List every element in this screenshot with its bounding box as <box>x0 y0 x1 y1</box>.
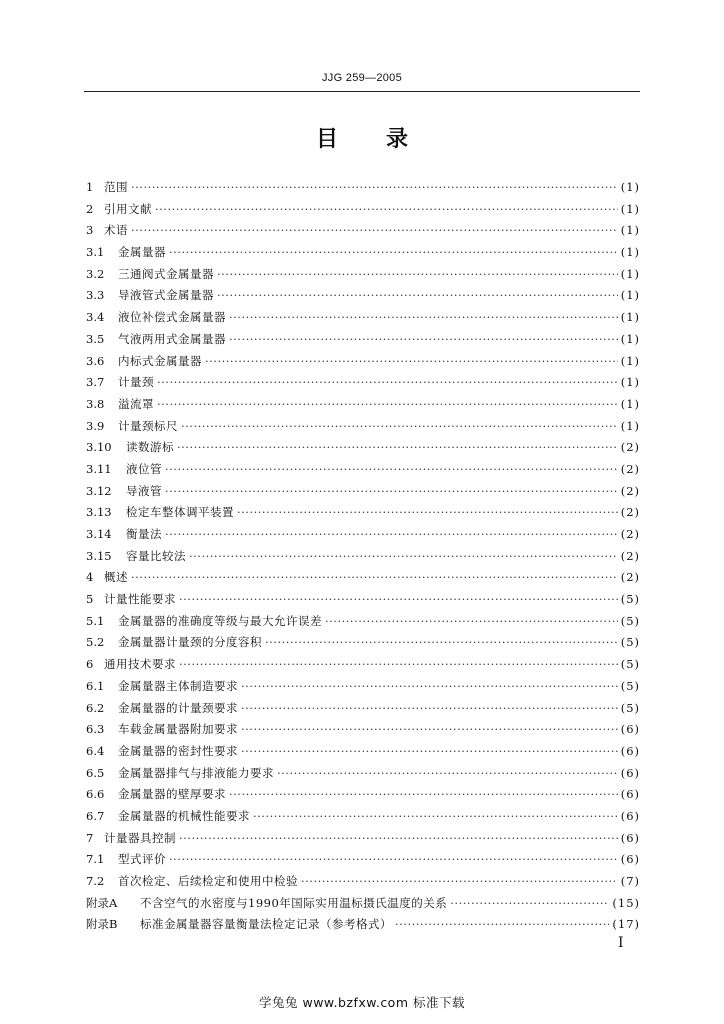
toc-entry-number: 附录A <box>86 895 118 910</box>
toc-entry-page: (5) <box>620 678 640 693</box>
toc-entry[interactable] <box>86 177 640 199</box>
toc-entry[interactable] <box>86 394 640 416</box>
toc-entry[interactable] <box>86 481 640 503</box>
toc-entry[interactable] <box>86 372 640 394</box>
toc-entry-number: 3.9 <box>86 418 105 433</box>
toc-entry-page: (6) <box>620 852 640 867</box>
toc-entry-number: 7.1 <box>86 852 105 867</box>
toc-entry-label: 三通阀式金属量器 <box>118 266 214 281</box>
toc-entry-number: 3.12 <box>86 483 112 498</box>
toc-entry-page: (17) <box>612 917 640 932</box>
toc-entry-number: 3.4 <box>86 310 105 325</box>
toc-entry[interactable] <box>86 719 640 741</box>
toc-entry[interactable] <box>86 849 640 871</box>
toc-entry-label: 概述 <box>104 570 128 585</box>
toc-entry-number: 附录B <box>86 917 118 932</box>
toc-entry-page: (6) <box>620 765 640 780</box>
toc-entry-number: 4 <box>86 570 94 585</box>
toc-entry[interactable] <box>86 763 640 785</box>
toc-entry-label: 溢流罩 <box>118 396 154 411</box>
toc-entry-label: 金属量器计量颈的分度容积 <box>118 635 262 650</box>
toc-leader-dots <box>229 307 618 329</box>
toc-entry-page: (2) <box>620 461 640 476</box>
toc-leader-dots <box>217 285 618 307</box>
header-rule <box>84 91 640 92</box>
toc-entry[interactable] <box>86 242 640 264</box>
toc-leader-dots <box>277 763 618 785</box>
title-char-2: 录 <box>386 127 409 152</box>
toc-leader-dots <box>237 502 618 524</box>
toc-entry-number: 6.1 <box>86 678 105 693</box>
toc-entry[interactable] <box>86 611 640 633</box>
toc-entry-label: 引用文献 <box>104 201 152 216</box>
toc-leader-dots <box>217 264 618 286</box>
toc-entry-label: 金属量器的机械性能要求 <box>118 808 250 823</box>
toc-leader-dots <box>450 893 609 915</box>
toc-entry[interactable] <box>86 893 640 915</box>
toc-entry-page: (1) <box>620 180 640 194</box>
toc-entry-page: (6) <box>620 743 640 758</box>
toc-leader-dots <box>241 676 618 698</box>
toc-entry-page: (5) <box>620 657 640 672</box>
toc-entry-label: 车载金属量器附加要求 <box>118 722 238 737</box>
toc-entry-label: 通用技术要求 <box>104 657 176 672</box>
toc-leader-dots <box>395 914 609 936</box>
toc-leader-dots <box>169 849 618 871</box>
toc-entry-page: (1) <box>620 353 640 368</box>
toc-entry-page: (2) <box>620 483 640 498</box>
toc-entry-label: 金属量器的准确度等级与最大允许误差 <box>118 613 322 628</box>
toc-entry[interactable] <box>86 459 640 481</box>
toc-entry-page: (2) <box>620 440 640 455</box>
toc-entry-number: 7 <box>86 830 94 845</box>
toc-entry-page: (1) <box>620 331 640 346</box>
toc-entry-number: 3.6 <box>86 353 105 368</box>
toc-entry[interactable] <box>86 589 640 611</box>
toc-leader-dots <box>177 437 618 459</box>
toc-entry-number: 3.11 <box>86 461 112 476</box>
toc-entry[interactable] <box>86 632 640 654</box>
toc-entry-number: 3.10 <box>86 440 112 455</box>
toc-entry[interactable] <box>86 654 640 676</box>
toc-entry-label: 检定车整体调平装置 <box>126 505 234 520</box>
toc-entry[interactable] <box>86 220 640 242</box>
toc-entry-label: 型式评价 <box>118 852 166 867</box>
toc-entry-number: 6 <box>86 657 94 672</box>
toc-entry-page: (1) <box>620 288 640 303</box>
toc-leader-dots <box>205 351 618 373</box>
toc-entry-label: 内标式金属量器 <box>118 353 202 368</box>
toc-entry-page: (1) <box>620 375 640 390</box>
toc-entry[interactable] <box>86 784 640 806</box>
toc-entry[interactable] <box>86 437 640 459</box>
toc-entry-label: 计量性能要求 <box>104 592 176 607</box>
toc-entry[interactable] <box>86 676 640 698</box>
toc-entry-number: 3.2 <box>86 266 105 281</box>
toc-leader-dots <box>241 719 618 741</box>
toc-entry-number: 3.7 <box>86 375 105 390</box>
page-numeral: I <box>618 935 624 951</box>
toc-entry-number: 6.3 <box>86 722 105 737</box>
toc-entry[interactable] <box>86 524 640 546</box>
toc-entry-page: (1) <box>620 223 640 238</box>
toc-entry[interactable] <box>86 828 640 850</box>
toc-entry[interactable] <box>86 698 640 720</box>
toc-entry[interactable] <box>86 806 640 828</box>
toc-entry[interactable] <box>86 351 640 373</box>
toc-entry-number: 3.1 <box>86 245 105 260</box>
toc-entry-label: 金属量器的计量颈要求 <box>118 700 238 715</box>
toc-entry-page: (1) <box>620 245 640 260</box>
toc-entry-label: 液位管 <box>126 461 162 476</box>
toc-leader-dots <box>189 546 618 568</box>
toc-leader-dots <box>325 611 618 633</box>
toc-entry-number: 3.15 <box>86 548 112 563</box>
toc-entry-page: (7) <box>620 874 640 888</box>
toc-entry-number: 5 <box>86 592 94 607</box>
toc-entry-page: (15) <box>612 895 640 910</box>
toc-entry-number: 7.2 <box>86 874 105 888</box>
toc-entry-label: 金属量器排气与排液能力要求 <box>118 765 274 780</box>
toc-entry-label: 金属量器的壁厚要求 <box>118 787 226 802</box>
toc-entry-page: (6) <box>620 808 640 823</box>
toc-entry-number: 3.13 <box>86 505 112 520</box>
toc-entry-label: 金属量器主体制造要求 <box>118 678 238 693</box>
toc-entry[interactable] <box>86 871 640 893</box>
toc-entry-label: 导液管 <box>126 483 162 498</box>
toc-entry-label: 金属量器 <box>118 245 166 260</box>
standard-code-header: JJG 259—2005 <box>321 72 403 84</box>
toc-entry-label: 液位补偿式金属量器 <box>118 310 226 325</box>
toc-entry[interactable] <box>86 741 640 763</box>
toc-entry-number: 3 <box>86 223 94 238</box>
toc-entry-page: (6) <box>620 722 640 737</box>
toc-entry[interactable] <box>86 502 640 524</box>
toc-leader-dots <box>253 806 618 828</box>
toc-entry[interactable] <box>86 416 640 438</box>
toc-entry[interactable] <box>86 199 640 221</box>
toc-leader-dots <box>169 242 618 264</box>
toc-leader-dots <box>179 828 618 850</box>
toc-leader-dots <box>165 524 618 546</box>
toc-entry-number: 3.3 <box>86 288 105 303</box>
toc-leader-dots <box>157 372 618 394</box>
page-title <box>0 122 724 153</box>
toc-entry-page: (6) <box>620 830 640 845</box>
toc-entry-page: (1) <box>620 266 640 281</box>
toc-entry-page: (1) <box>620 418 640 433</box>
toc-leader-dots <box>301 871 618 893</box>
toc-entry-label: 气液两用式金属量器 <box>118 331 226 346</box>
toc-entry[interactable] <box>86 264 640 286</box>
toc-leader-dots <box>241 698 618 720</box>
toc-leader-dots <box>157 394 618 416</box>
toc-leader-dots <box>229 329 618 351</box>
toc-entry-label: 读数游标 <box>126 440 174 455</box>
toc-entry[interactable] <box>86 914 640 936</box>
toc-leader-dots <box>181 416 618 438</box>
toc-entry-label: 不含空气的水密度与1990年国际实用温标摄氏温度的关系 <box>140 895 448 910</box>
title-char-1: 目 <box>315 127 338 152</box>
toc-entry-page: (2) <box>620 505 640 520</box>
toc-entry-number: 3.5 <box>86 331 105 346</box>
toc-entry-label: 衡量法 <box>126 527 162 541</box>
toc-entry-page: (5) <box>620 635 640 650</box>
toc-entry-number: 6.5 <box>86 765 105 780</box>
toc-entry-number: 6.7 <box>86 808 105 823</box>
toc-entry[interactable] <box>86 329 640 351</box>
toc-entry-label: 容量比较法 <box>126 548 186 563</box>
toc-entry-number: 5.2 <box>86 635 105 650</box>
toc-entry-page: (5) <box>620 592 640 607</box>
toc-leader-dots <box>229 784 618 806</box>
toc-entry-number: 1 <box>86 180 94 194</box>
toc-leader-dots <box>131 220 618 242</box>
toc-entry-number: 5.1 <box>86 613 105 628</box>
toc-entry-label: 标准金属量器容量衡量法检定记录（参考格式） <box>140 917 392 932</box>
toc-leader-dots <box>179 654 618 676</box>
toc-leader-dots <box>165 481 618 503</box>
toc-leader-dots <box>265 632 618 654</box>
toc-entry-page: (1) <box>620 396 640 411</box>
toc-leader-dots <box>155 199 618 221</box>
toc-entry-number: 6.4 <box>86 743 105 758</box>
toc-entry[interactable] <box>86 567 640 589</box>
toc-entry-number: 3.14 <box>86 527 112 541</box>
toc-entry-label: 导液管式金属量器 <box>118 288 214 303</box>
toc-entry-page: (6) <box>620 787 640 802</box>
toc-entry-page: (5) <box>620 613 640 628</box>
toc-entry-page: (5) <box>620 700 640 715</box>
toc-entry-number: 6.2 <box>86 700 105 715</box>
toc-entry-label: 计量颈 <box>118 375 154 390</box>
toc-leader-dots <box>131 567 618 589</box>
toc-entry-page: (2) <box>620 548 640 563</box>
toc-leader-dots <box>131 177 618 199</box>
toc-entry-label: 金属量器的密封性要求 <box>118 743 238 758</box>
toc-entry-label: 计量器具控制 <box>104 830 176 845</box>
toc-entry-label: 首次检定、后续检定和使用中检验 <box>118 874 298 888</box>
toc-entry-page: (2) <box>620 527 640 541</box>
toc-leader-dots <box>241 741 618 763</box>
toc-entry-number: 2 <box>86 201 94 216</box>
toc-entry[interactable] <box>86 546 640 568</box>
toc-entry-label: 术语 <box>104 223 128 238</box>
toc-entry-label: 计量颈标尺 <box>118 418 178 433</box>
toc-entry-number: 3.8 <box>86 396 105 411</box>
toc-entry-page: (1) <box>620 201 640 216</box>
toc-entry[interactable] <box>86 285 640 307</box>
toc-entry-page: (2) <box>620 570 640 585</box>
toc-entry[interactable] <box>86 307 640 329</box>
footer-watermark: 学兔兔 www.bzfxw.com 标准下载 <box>259 995 465 1010</box>
toc-leader-dots <box>179 589 618 611</box>
toc-leader-dots <box>165 459 618 481</box>
toc-entry-number: 6.6 <box>86 787 105 802</box>
toc-entry-label: 范围 <box>104 180 128 194</box>
table-of-contents <box>86 177 640 936</box>
toc-entry-page: (1) <box>620 310 640 325</box>
